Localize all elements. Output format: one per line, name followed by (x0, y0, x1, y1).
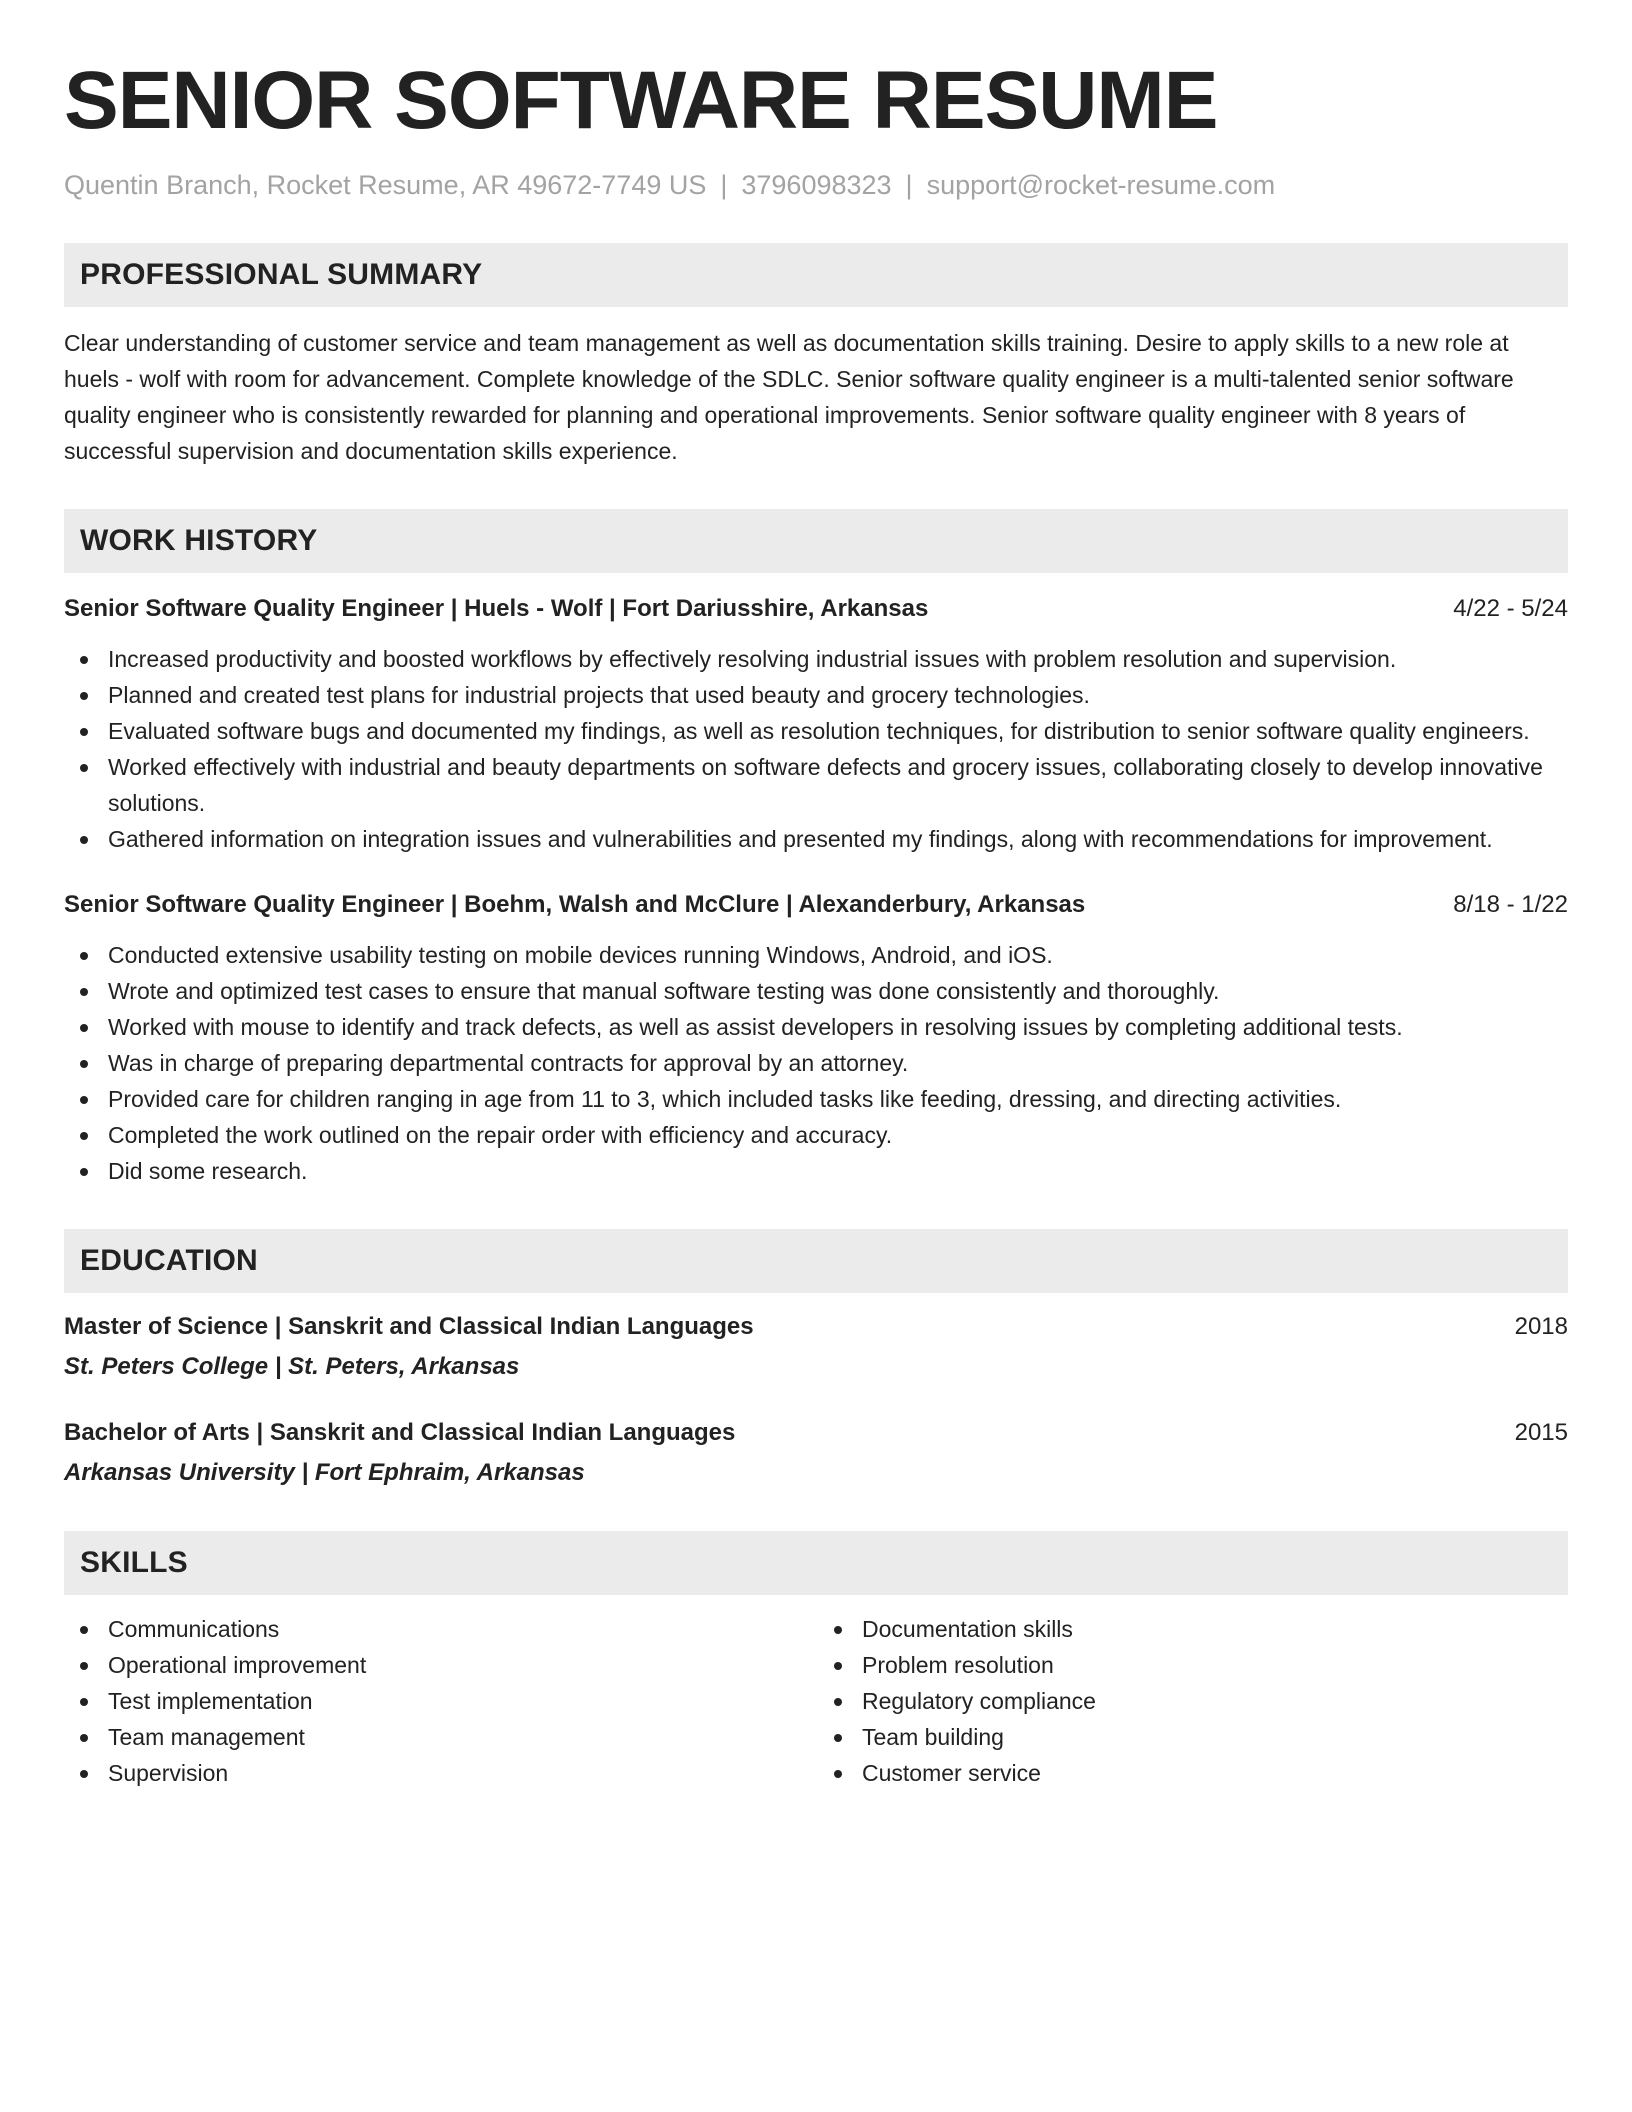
job-bullet: Increased productivity and boosted workflows by effectively resolving industrial issues with problem resolution and supervision. (64, 641, 1568, 677)
education-school: Arkansas University | Fort Ephraim, Arkansas (64, 1459, 585, 1487)
job-bullet: Completed the work outlined on the repair order with efficiency and accuracy. (64, 1117, 1568, 1153)
job-bullet: Gathered information on integration issues and vulnerabilities and presented my findings, along with recommendations for improvement. (64, 821, 1568, 857)
skills-list-left (64, 1611, 814, 1791)
resume-title: SENIOR SOFTWARE RESUME (64, 55, 1218, 146)
job-bullet: Worked with mouse to identify and track defects, as well as assist developers in resolving issues by completing additional tests. (64, 1009, 1568, 1045)
job-title: Senior Software Quality Engineer | Boehm, Walsh and McClure | Alexanderbury, Arkansas (64, 891, 1086, 919)
education-header (64, 1415, 1568, 1451)
education-year: 2018 (1514, 1313, 1568, 1341)
section-heading-summary: PROFESSIONAL SUMMARY (64, 243, 1568, 307)
job-bullet: Was in charge of preparing departmental contracts for approval by an attorney. (64, 1045, 1568, 1081)
job-dates: 4/22 - 5/24 (1453, 595, 1568, 623)
skill-item: Supervision (64, 1755, 814, 1791)
job-bullet: Wrote and optimized test cases to ensure that manual software testing was done consistently and thoroughly. (64, 973, 1568, 1009)
work-history-section (64, 509, 1568, 1189)
job-bullet: Evaluated software bugs and documented my findings, as well as resolution techniques, for distribution to senior software quality engineers. (64, 713, 1568, 749)
skills-section (64, 1531, 1568, 1791)
skills-columns (64, 1611, 1568, 1791)
job-title: Senior Software Quality Engineer | Huels - Wolf | Fort Dariusshire, Arkansas (64, 595, 929, 623)
education-header (64, 1309, 1568, 1345)
job-bullets (64, 641, 1568, 857)
job-dates: 8/18 - 1/22 (1453, 891, 1568, 919)
job-bullet: Worked effectively with industrial and beauty departments on software defects and grocery issues, collaborating closely to develop innovative solutions. (64, 749, 1568, 821)
summary-section (64, 243, 1568, 469)
section-heading-education: EDUCATION (64, 1229, 1568, 1293)
contact-line (64, 168, 1568, 203)
skill-item: Problem resolution (818, 1647, 1568, 1683)
skill-item: Team management (64, 1719, 814, 1755)
skill-item: Regulatory compliance (818, 1683, 1568, 1719)
job-entry (64, 887, 1568, 1189)
job-bullets (64, 937, 1568, 1189)
education-degree: Bachelor of Arts | Sanskrit and Classical Indian Languages (64, 1419, 736, 1447)
education-entry (64, 1415, 1568, 1491)
contact-email: support@rocket-resume.com (926, 170, 1276, 201)
skill-item: Operational improvement (64, 1647, 814, 1683)
job-header (64, 591, 1568, 627)
job-bullet: Conducted extensive usability testing on mobile devices running Windows, Android, and iOS. (64, 937, 1568, 973)
skill-item: Customer service (818, 1755, 1568, 1791)
section-heading-work-history: WORK HISTORY (64, 509, 1568, 573)
contact-address: Quentin Branch, Rocket Resume, AR 49672-7749 US (64, 170, 707, 201)
job-entry (64, 591, 1568, 857)
skills-list-right (814, 1611, 1568, 1791)
section-heading-skills: SKILLS (64, 1531, 1568, 1595)
contact-separator: | (905, 170, 913, 201)
job-bullet: Did some research. (64, 1153, 1568, 1189)
job-bullet: Planned and created test plans for industrial projects that used beauty and grocery technologies. (64, 677, 1568, 713)
skill-item: Test implementation (64, 1683, 814, 1719)
education-entry (64, 1309, 1568, 1385)
skill-item: Documentation skills (818, 1611, 1568, 1647)
skill-item: Team building (818, 1719, 1568, 1755)
education-degree: Master of Science | Sanskrit and Classical Indian Languages (64, 1313, 754, 1341)
contact-separator: | (720, 170, 728, 201)
summary-text: Clear understanding of customer service and team management as well as documentation skills training. Desire to apply skills to a new role at huels - wolf with room for advancement. Complete knowledge of the SDLC. Senior software quality engineer is a multi-talented senior software quality engineer who is consistently rewarded for planning and operational improvements. Senior software quality engineer with 8 years of successful supervision and documentation skills experience. (64, 330, 1514, 465)
education-year: 2015 (1514, 1419, 1568, 1447)
job-header (64, 887, 1568, 923)
skill-item: Communications (64, 1611, 814, 1647)
contact-phone: 3796098323 (741, 170, 892, 201)
education-section (64, 1229, 1568, 1491)
job-bullet: Provided care for children ranging in age from 11 to 3, which included tasks like feeding, dressing, and directing activities. (64, 1081, 1568, 1117)
education-school: St. Peters College | St. Peters, Arkansas (64, 1353, 520, 1381)
